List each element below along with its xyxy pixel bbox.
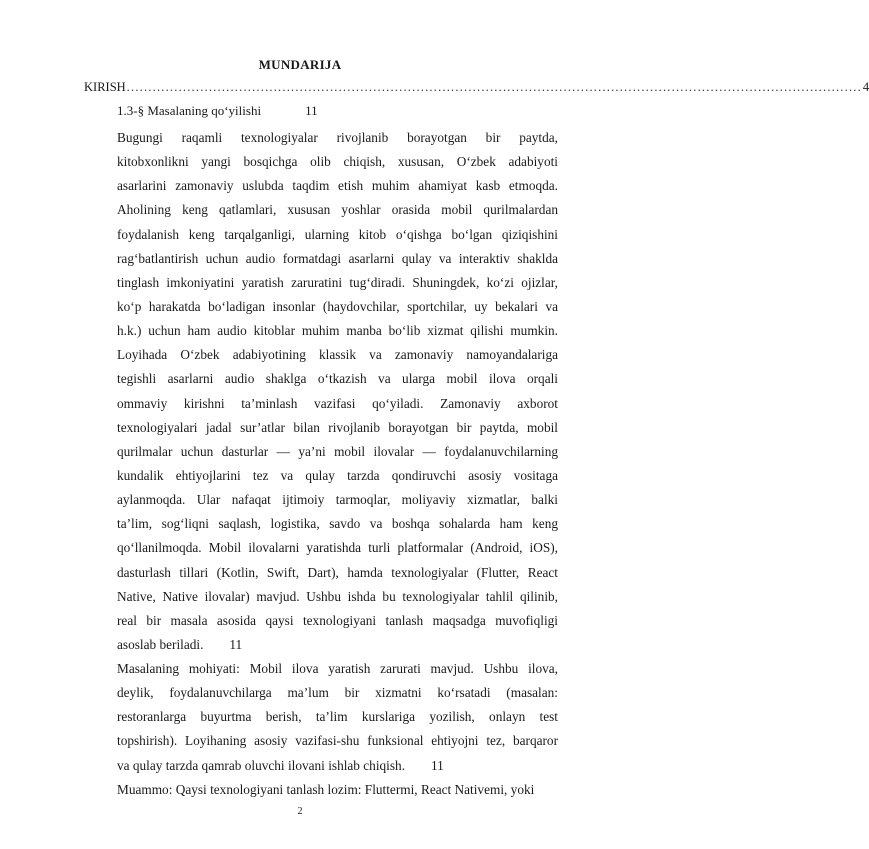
text-line-content: ta’lim, sog‘liqni saqlash, logistika, savdo va boshqa sohalarda ham keng (117, 516, 558, 532)
text-line (117, 754, 558, 778)
text-line-content: asoslab beriladi. (117, 636, 204, 652)
text-line (117, 247, 558, 271)
text-line (117, 319, 558, 343)
text-line-content: texnologiyalari jadal sur’atlar bilan rivojlanib borayotgan bir paytda, mobil (117, 419, 558, 435)
toc-entry-page: 4 (862, 80, 869, 94)
text-line (117, 657, 558, 681)
text-line-content: dasturlash tillari (Kotlin, Swift, Dart), hamda texnologiyalar (Flutter, React (117, 564, 558, 580)
text-line-content: Masalaning mohiyati: Mobil ilova yaratish zarurati mavjud. Ushbu ilova, (117, 661, 558, 676)
text-line-content: tinglash imkoniyatini yaratish zaruratini tug‘diradi. Shuningdek, ko‘zi ojizlar, (117, 274, 558, 290)
text-line (117, 512, 558, 536)
inline-page-reference: 11 (431, 757, 444, 773)
text-line (117, 223, 558, 247)
text-line-content: Muammo: Qaysi texnologiyani tanlash lozim: Fluttermi, React Nativemi, yoki (117, 782, 535, 797)
text-line-content: rag‘batlantirish uchun audio formatdagi asarlarni qulay va interaktiv shaklda (117, 250, 558, 266)
page-number: 2 (297, 806, 303, 817)
text-line (117, 705, 558, 729)
text-line-content: ommaviy kirishni ta’minlash vazifasi qo‘yiladi. Zamonaviy axborot (117, 395, 558, 411)
text-line (117, 150, 558, 174)
text-line-content: h.k.) uchun ham audio kitoblar muhim manba bo‘lib xizmat qilishi mumkin. (117, 323, 558, 339)
text-line-content: asarlarini zamonaviy uslubda taqdim etish muhim ahamiyat kasb etmoqda. (117, 178, 558, 194)
text-line-content: restoranlarga buyurtma berish, ta’lim kurslariga yozilish, onlayn test (117, 709, 558, 725)
paragraph-problem (117, 778, 558, 802)
text-line-content: topshirish). Loyihaning asosiy vazifasi-shu funksional ehtiyojni tez, barqaror (117, 733, 558, 749)
text-line (117, 464, 558, 488)
text-line-content: qo‘llanilmoqda. Mobil ilovalarni yaratishda turli platformalar (Android, iOS), (117, 540, 558, 556)
text-line-content: deylik, foydalanuvchilarga ma’lum bir xizmatni ko‘rsatadi (masalan: (117, 685, 558, 701)
text-line-content: Loyihada O‘zbek adabiyotining klassik va zamonaviy namoyandalariga (117, 347, 558, 363)
text-line (117, 392, 558, 416)
text-line-content: aylanmoqda. Ular nafaqat ijtimoiy tarmoqlar, moliyaviy xizmatlar, balki (117, 492, 558, 508)
text-line (117, 367, 558, 391)
text-line (117, 343, 558, 367)
toc-leader-dots: .......................................................................................................................................................................... (126, 80, 862, 94)
text-line (117, 585, 558, 609)
text-line (117, 440, 558, 464)
text-line (117, 295, 558, 319)
text-line (117, 416, 558, 440)
text-line (117, 536, 558, 560)
text-line-content: kundalik ehtiyojlarini tez va qulay tarzda qondiruvchi asosiy vositaga (117, 467, 558, 483)
section-heading-label: 1.3-§ Masalaning qo‘yilishi (117, 103, 262, 118)
text-line-content: Native, Native ilovalar) mavjud. Ushbu ishda bu texnologiyalar tahlil qilinib, (117, 588, 558, 604)
page-title: MUNDARIJA (258, 57, 342, 72)
paragraph-problem-essence (117, 657, 558, 778)
text-line (117, 681, 558, 705)
text-line-content: qurilmalar uchun dasturlar — ya’ni mobil ilovalar — foydalanuvchilarning (117, 443, 558, 459)
text-line (117, 609, 558, 633)
inline-page-reference: 11 (229, 636, 243, 652)
text-line (117, 729, 558, 753)
text-line-content: ko‘p harakatda bo‘ladigan insonlar (haydovchilar, sportchilar, uy bekalari va (117, 298, 558, 314)
text-line-content: real bir masala asosida qaysi texnologiyani tanlash maqsadga muvofiqligi (117, 612, 558, 628)
text-line (117, 561, 558, 585)
text-line-content: tegishli asarlarni audio shaklga o‘tkazish va ularga mobil ilova orqali (117, 371, 558, 387)
text-line-content: va qulay tarzda qamrab oluvchi ilovani ishlab chiqish. (117, 757, 406, 773)
text-line (117, 778, 558, 802)
text-line (117, 271, 558, 295)
text-line-content: kitobxonlikni yangi bosqichga olib chiqish, xususan, O‘zbek adabiyoti (117, 154, 558, 170)
text-line (117, 488, 558, 512)
text-line (117, 174, 558, 198)
text-line-content: Bugungi raqamli texnologiyalar rivojlanib borayotgan bir paytda, (117, 130, 558, 145)
toc-entry-label: KIRISH (84, 80, 126, 94)
text-line (117, 126, 558, 150)
text-line-content: foydalanish keng tarqalganligi, ularning kitob o‘qishga bo‘lgan qiziqishini (117, 226, 558, 242)
text-line-content: Aholining keng qatlamlari, xususan yoshlar orasida mobil qurilmalardan (117, 202, 558, 218)
text-line (117, 198, 558, 222)
toc-entry-kirish (84, 80, 869, 98)
section-heading (117, 103, 318, 119)
text-line (117, 633, 558, 657)
section-heading-page: 11 (305, 103, 318, 118)
paragraph-intro (117, 126, 558, 657)
